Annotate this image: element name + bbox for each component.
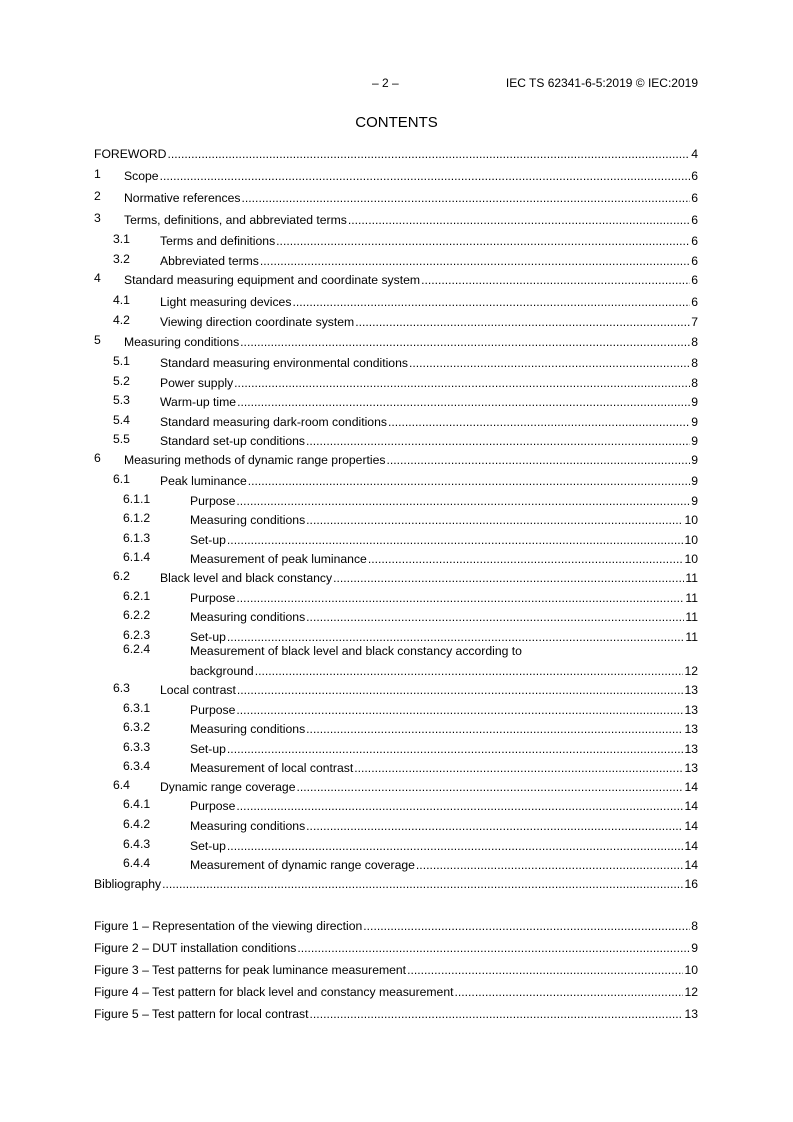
toc-entry-title: Warm-up time bbox=[160, 395, 237, 409]
toc-entry-page: 9 bbox=[691, 494, 698, 508]
toc-entry-title: Figure 2 – DUT installation conditions bbox=[94, 941, 297, 955]
toc-entry-page: 13 bbox=[684, 703, 698, 717]
toc-entry-number: 5.5 bbox=[113, 432, 130, 446]
dot-leader bbox=[306, 819, 683, 833]
dot-leader bbox=[310, 1007, 684, 1021]
dot-leader bbox=[421, 273, 690, 287]
toc-entry-page: 14 bbox=[684, 780, 698, 794]
toc-entry-title: Power supply bbox=[160, 376, 234, 390]
toc-entry-title: Abbreviated terms bbox=[160, 254, 259, 268]
toc-entry-page: 10 bbox=[684, 552, 698, 566]
dot-leader bbox=[455, 985, 684, 999]
toc-entry-number: 6.4.2 bbox=[123, 817, 151, 831]
toc-entry-title: Measuring methods of dynamic range properties bbox=[124, 453, 386, 467]
toc-entry-number: 6.1 bbox=[113, 472, 130, 486]
toc-entry[interactable] bbox=[94, 550, 698, 566]
toc-entry-title: Light measuring devices bbox=[160, 295, 292, 309]
dot-leader bbox=[306, 610, 684, 624]
toc-entry[interactable] bbox=[94, 333, 698, 349]
figure-entry[interactable] bbox=[94, 917, 698, 933]
figure-entry[interactable] bbox=[94, 1005, 698, 1021]
toc-entry-page: 10 bbox=[684, 513, 698, 527]
toc-entry-title: Normative references bbox=[124, 191, 241, 205]
toc-entry-title: Measuring conditions bbox=[190, 513, 306, 527]
toc-entry[interactable] bbox=[94, 167, 698, 183]
dot-leader bbox=[162, 877, 683, 891]
toc-entry-page: 6 bbox=[691, 169, 698, 183]
toc-entry-number: 6.1.1 bbox=[123, 492, 151, 506]
dot-leader bbox=[236, 799, 683, 813]
toc-entry[interactable] bbox=[94, 817, 698, 833]
toc-entry-title: Measurement of dynamic range coverage bbox=[190, 858, 415, 872]
toc-entry-number: 6.3.4 bbox=[123, 759, 151, 773]
toc-entry[interactable] bbox=[94, 145, 698, 161]
toc-entry[interactable] bbox=[94, 701, 698, 717]
dot-leader bbox=[409, 356, 690, 370]
toc-entry-number: 5.3 bbox=[113, 393, 130, 407]
toc-entry-number: 5.2 bbox=[113, 374, 130, 388]
toc-entry-title: Purpose bbox=[190, 494, 236, 508]
toc-entry-title: Figure 4 – Test pattern for black level and constancy measurement bbox=[94, 985, 454, 999]
toc-entry-number: 3.1 bbox=[113, 232, 130, 246]
toc-entry[interactable] bbox=[94, 720, 698, 736]
toc-entry-number: 6 bbox=[94, 451, 101, 465]
toc-entry-number: 6.2 bbox=[113, 569, 130, 583]
toc-entry[interactable] bbox=[94, 642, 698, 658]
toc-entry-number: 4 bbox=[94, 271, 101, 285]
dot-leader bbox=[354, 761, 683, 775]
toc-entry[interactable] bbox=[94, 797, 698, 813]
toc-entry-page: 13 bbox=[684, 722, 698, 736]
toc-entry-page: 6 bbox=[691, 295, 698, 309]
toc-entry-title: Local contrast bbox=[160, 683, 236, 697]
toc-entry-page: 9 bbox=[691, 453, 698, 467]
dot-leader bbox=[236, 591, 684, 605]
toc-entry-page: 14 bbox=[684, 858, 698, 872]
dot-leader bbox=[306, 434, 690, 448]
toc-entry-title: Standard measuring dark-room conditions bbox=[160, 415, 387, 429]
toc-entry-page: 9 bbox=[691, 434, 698, 448]
toc-entry-page: 7 bbox=[691, 315, 698, 329]
toc-entry-number: 6.1.4 bbox=[123, 550, 151, 564]
toc-entry-number: 5.1 bbox=[113, 354, 130, 368]
toc-entry-number: 4.2 bbox=[113, 313, 130, 327]
toc-entry[interactable] bbox=[94, 393, 698, 409]
toc-entry-number: 4.1 bbox=[113, 293, 130, 307]
figure-entry[interactable] bbox=[94, 939, 698, 955]
toc-entry[interactable] bbox=[94, 252, 698, 268]
toc-entry-continued[interactable] bbox=[94, 662, 698, 678]
dot-leader bbox=[237, 683, 684, 697]
toc-entry-number: 6.3.2 bbox=[123, 720, 151, 734]
toc-entry[interactable] bbox=[94, 759, 698, 775]
dot-leader bbox=[236, 703, 683, 717]
dot-leader bbox=[276, 234, 690, 248]
toc-entry-title: FOREWORD bbox=[94, 147, 167, 161]
toc-entry-title: Terms, definitions, and abbreviated terms bbox=[124, 213, 347, 227]
toc-entry-page: 9 bbox=[691, 474, 698, 488]
toc-entry-number: 3 bbox=[94, 211, 101, 225]
toc-entry-title: Scope bbox=[124, 169, 159, 183]
toc-entry-page: 8 bbox=[691, 335, 698, 349]
toc-entry[interactable] bbox=[94, 511, 698, 527]
toc-entry-title: Measurement of black level and black constancy according to bbox=[190, 644, 522, 658]
toc-entry-title: Measurement of peak luminance bbox=[190, 552, 367, 566]
toc-entry-title: Black level and black constancy bbox=[160, 571, 333, 585]
toc-entry-page: 9 bbox=[691, 415, 698, 429]
dot-leader bbox=[388, 415, 690, 429]
toc-entry[interactable] bbox=[94, 608, 698, 624]
dot-leader bbox=[333, 571, 684, 585]
toc-entry[interactable] bbox=[94, 189, 698, 205]
page-header bbox=[94, 76, 698, 94]
toc-entry[interactable] bbox=[94, 432, 698, 448]
toc-entry-title: Set-up bbox=[190, 839, 226, 853]
toc-entry-page: 8 bbox=[691, 356, 698, 370]
toc-entry-number: 6.3 bbox=[113, 681, 130, 695]
toc-entry-title: Figure 5 – Test pattern for local contrast bbox=[94, 1007, 309, 1021]
dot-leader bbox=[348, 213, 690, 227]
toc-entry[interactable] bbox=[94, 569, 698, 585]
dot-leader bbox=[237, 395, 690, 409]
toc-entry-page: 11 bbox=[685, 630, 698, 644]
page-number: – 2 – bbox=[372, 76, 399, 90]
toc-entry[interactable] bbox=[94, 681, 698, 697]
toc-entry[interactable] bbox=[94, 589, 698, 605]
toc-entry-page: 6 bbox=[691, 273, 698, 287]
dot-leader bbox=[363, 919, 690, 933]
toc-entry-page: 11 bbox=[685, 610, 698, 624]
dot-leader bbox=[306, 513, 683, 527]
dot-leader bbox=[255, 664, 684, 678]
toc-entry-page: 16 bbox=[684, 877, 698, 891]
toc-entry-page: 10 bbox=[684, 533, 698, 547]
toc-entry-number: 3.2 bbox=[113, 252, 130, 266]
toc-entry-title: Measuring conditions bbox=[190, 722, 306, 736]
toc-entry-page: 13 bbox=[684, 761, 698, 775]
toc-entry-title: Peak luminance bbox=[160, 474, 247, 488]
toc-entry[interactable] bbox=[94, 313, 698, 329]
dot-leader bbox=[368, 552, 684, 566]
toc-entry-title: Standard measuring equipment and coordinate system bbox=[124, 273, 421, 287]
dot-leader bbox=[234, 376, 690, 390]
toc-entry-title: Bibliography bbox=[94, 877, 162, 891]
toc-entry-title: Measuring conditions bbox=[124, 335, 240, 349]
toc-entry-number: 6.4.4 bbox=[123, 856, 151, 870]
toc-entry-number: 1 bbox=[94, 167, 101, 181]
toc-entry-title: Figure 1 – Representation of the viewing direction bbox=[94, 919, 363, 933]
dot-leader bbox=[292, 295, 690, 309]
toc-entry[interactable] bbox=[94, 856, 698, 872]
toc-entry-title: Measuring conditions bbox=[190, 819, 306, 833]
toc-entry[interactable] bbox=[94, 740, 698, 756]
toc-entry-title: Figure 3 – Test patterns for peak luminance measurement bbox=[94, 963, 407, 977]
toc-entry[interactable] bbox=[94, 531, 698, 547]
dot-leader bbox=[355, 315, 690, 329]
toc-entry[interactable] bbox=[94, 451, 698, 467]
toc-entry-page: 14 bbox=[684, 819, 698, 833]
toc-entry-page: 4 bbox=[691, 147, 698, 161]
toc-entry-number: 6.4 bbox=[113, 778, 130, 792]
dot-leader bbox=[242, 191, 691, 205]
toc-entry-page: 9 bbox=[691, 941, 698, 955]
toc-entry-page: 6 bbox=[691, 191, 698, 205]
toc-entry-number: 6.3.1 bbox=[123, 701, 151, 715]
toc-entry-title: background bbox=[190, 664, 254, 678]
toc-entry-title: Measuring conditions bbox=[190, 610, 306, 624]
toc-entry-number: 6.1.3 bbox=[123, 531, 151, 545]
toc-entry-number: 2 bbox=[94, 189, 101, 203]
toc-entry-number: 6.2.2 bbox=[123, 608, 151, 622]
toc-entry-page: 6 bbox=[691, 254, 698, 268]
toc-entry-page: 13 bbox=[684, 683, 698, 697]
toc-entry-number: 6.3.3 bbox=[123, 740, 151, 754]
toc-entry-page: 6 bbox=[691, 213, 698, 227]
dot-leader bbox=[306, 722, 683, 736]
dot-leader bbox=[227, 742, 684, 756]
toc-entry-title: Set-up bbox=[190, 533, 226, 547]
toc-entry-page: 14 bbox=[684, 799, 698, 813]
toc-entry-title: Purpose bbox=[190, 799, 236, 813]
toc-entry[interactable] bbox=[94, 271, 698, 287]
toc-entry-page: 12 bbox=[684, 664, 698, 678]
toc-entry[interactable] bbox=[94, 211, 698, 227]
toc-entry-page: 13 bbox=[684, 1007, 698, 1021]
toc-entry-page: 9 bbox=[691, 395, 698, 409]
figure-entry[interactable] bbox=[94, 983, 698, 999]
toc-entry-number: 6.4.1 bbox=[123, 797, 151, 811]
toc-entry[interactable] bbox=[94, 354, 698, 370]
toc-entry-number: 6.2.1 bbox=[123, 589, 151, 603]
toc-entry-title: Standard measuring environmental conditions bbox=[160, 356, 408, 370]
toc-entry-page: 11 bbox=[685, 571, 698, 585]
toc-entry-number: 5.4 bbox=[113, 413, 130, 427]
toc-entry-number: 6.1.2 bbox=[123, 511, 151, 525]
dot-leader bbox=[260, 254, 690, 268]
toc-entry-title: Standard set-up conditions bbox=[160, 434, 305, 448]
dot-leader bbox=[227, 839, 684, 853]
standard-identifier: IEC TS 62341-6-5:2019 © IEC:2019 bbox=[505, 76, 698, 90]
dot-leader bbox=[160, 169, 691, 183]
toc-entry-number: 5 bbox=[94, 333, 101, 347]
toc-entry[interactable] bbox=[94, 778, 698, 794]
toc-entry-page: 6 bbox=[691, 234, 698, 248]
dot-leader bbox=[248, 474, 691, 488]
toc-entry[interactable] bbox=[94, 232, 698, 248]
dot-leader bbox=[240, 335, 690, 349]
toc-entry-number: 6.2.3 bbox=[123, 628, 151, 642]
toc-entry[interactable] bbox=[94, 492, 698, 508]
toc-entry-title: Terms and definitions bbox=[160, 234, 276, 248]
toc-entry-page: 8 bbox=[691, 376, 698, 390]
toc-entry-page: 13 bbox=[684, 742, 698, 756]
dot-leader bbox=[297, 941, 690, 955]
toc-entry-title: Viewing direction coordinate system bbox=[160, 315, 355, 329]
toc-entry-number: 6.4.3 bbox=[123, 837, 151, 851]
dot-leader bbox=[236, 494, 690, 508]
toc-entry[interactable] bbox=[94, 837, 698, 853]
dot-leader bbox=[407, 963, 683, 977]
toc-entry-title: Set-up bbox=[190, 742, 226, 756]
toc-entry[interactable] bbox=[94, 293, 698, 309]
toc-entry[interactable] bbox=[94, 875, 698, 891]
toc-entry[interactable] bbox=[94, 374, 698, 390]
toc-entry-title: Purpose bbox=[190, 703, 236, 717]
dot-leader bbox=[416, 858, 684, 872]
toc-entry-page: 8 bbox=[691, 919, 698, 933]
figure-entry[interactable] bbox=[94, 961, 698, 977]
page-title: CONTENTS bbox=[355, 114, 438, 131]
toc-entry-page: 12 bbox=[684, 985, 698, 999]
toc-entry[interactable] bbox=[94, 413, 698, 429]
toc-entry-title: Measurement of local contrast bbox=[190, 761, 354, 775]
toc-entry-title: Purpose bbox=[190, 591, 236, 605]
toc-entry-page: 14 bbox=[684, 839, 698, 853]
toc-entry-number: 6.2.4 bbox=[123, 642, 151, 656]
toc-entry-page: 10 bbox=[684, 963, 698, 977]
toc-entry[interactable] bbox=[94, 472, 698, 488]
toc-entry-page: 11 bbox=[685, 591, 698, 605]
dot-leader bbox=[227, 533, 684, 547]
toc-entry-title: Set-up bbox=[190, 630, 226, 644]
dot-leader bbox=[167, 147, 690, 161]
toc-entry-title: Dynamic range coverage bbox=[160, 780, 296, 794]
dot-leader bbox=[387, 453, 691, 467]
dot-leader bbox=[297, 780, 684, 794]
